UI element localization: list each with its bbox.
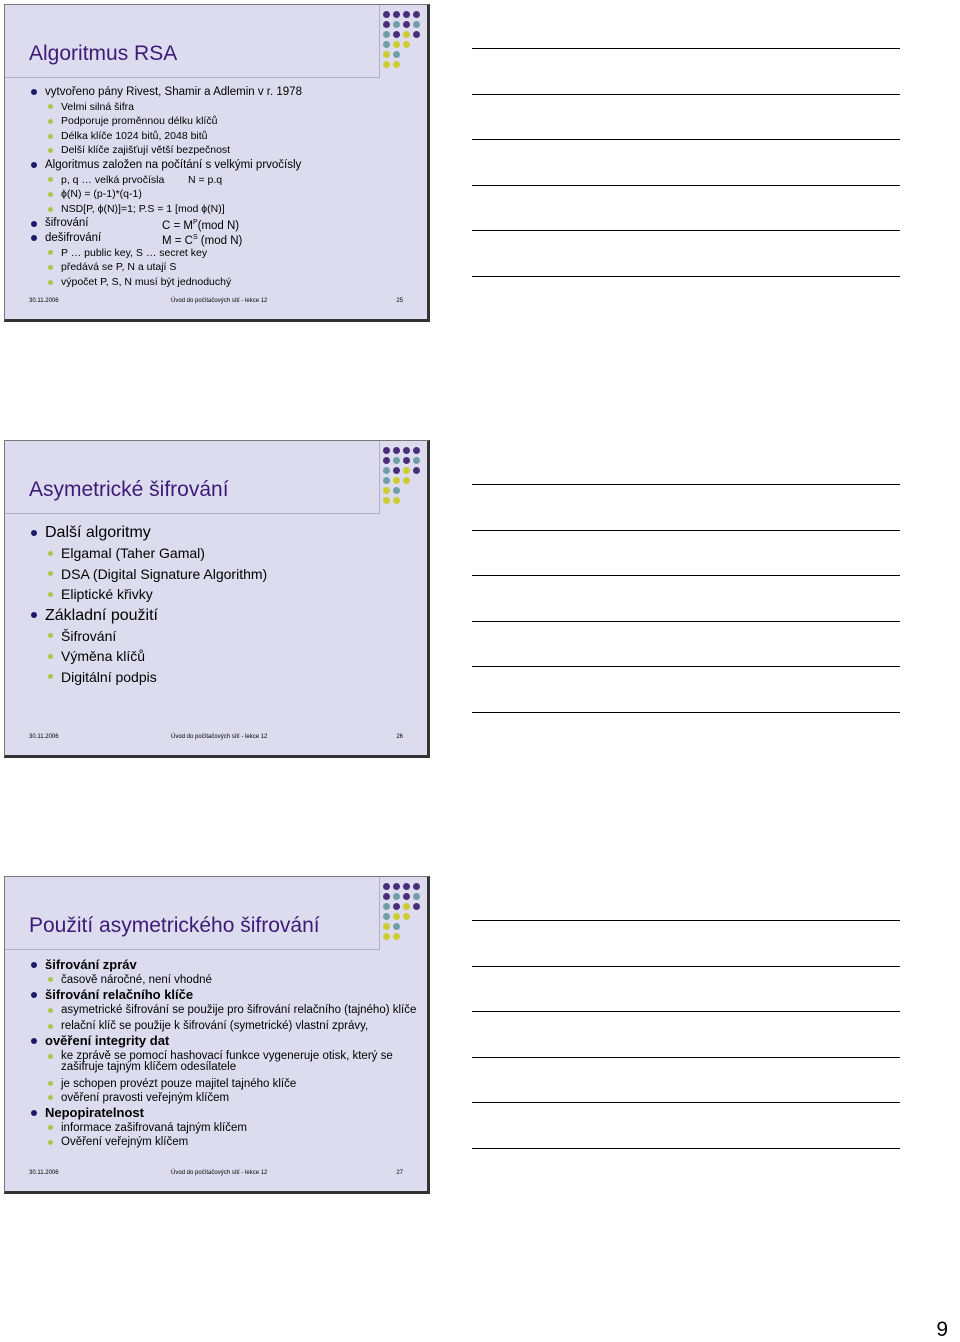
decorative-dot [383, 61, 390, 68]
sub-bullet-item [29, 1005, 421, 1017]
slide-title: Asymetrické šifrování [29, 478, 229, 501]
footer-slide-number: 26 [396, 734, 403, 740]
bullet-text: NSD[P, ϕ(N)]=1; P.S = 1 [mod ϕ(N)] [61, 202, 225, 215]
slide-title: Algoritmus RSA [29, 42, 178, 65]
bullet-text: ověření integrity dat [45, 1033, 170, 1049]
decorative-dots [383, 883, 427, 945]
bullet-item [29, 158, 421, 173]
bullet-text: vytvořeno pány Rivest, Shamir a Adlemin v r. 1978 [45, 86, 302, 98]
sub-bullet-item [29, 1077, 421, 1091]
footer-slide-number: 25 [396, 298, 403, 304]
bullet-text: Nepopiratelnost [45, 1105, 144, 1121]
decorative-dot [413, 31, 420, 38]
bullet-text: Podporuje proměnnou délku klíčů [61, 115, 218, 128]
bullet-text: informace zašifrovaná tajným klíčem [61, 1121, 247, 1134]
decorative-dot [393, 41, 400, 48]
sub-bullet-item [29, 584, 421, 605]
decorative-dot [393, 893, 400, 900]
slide-26 [4, 440, 430, 758]
decorative-dot [413, 447, 420, 454]
aside-text: C = M [162, 220, 193, 233]
decorative-dot [403, 903, 410, 910]
sub-bullet-item [29, 667, 421, 688]
bullet-text: P … public key, S … secret key [61, 246, 208, 259]
decorative-dot [383, 447, 390, 454]
note-line [472, 920, 900, 921]
note-line [472, 185, 900, 186]
bullet-text: Algoritmus založen na počítání s velkými prvočísly [45, 158, 302, 171]
note-line [472, 712, 900, 713]
decorative-dot [383, 11, 390, 18]
note-line [472, 1011, 900, 1012]
note-line [472, 1102, 900, 1103]
decorative-dot [393, 467, 400, 474]
decorative-dot [403, 893, 410, 900]
bullet-text: asymetrické šifrování se použije pro šifrování relačního (tajného) klíče [61, 1003, 417, 1016]
bullet-text: Digitální podpis [61, 668, 157, 685]
sub-bullet-item [29, 114, 421, 129]
decorative-dot [413, 883, 420, 890]
bullet-text: Šifrování [61, 627, 117, 644]
decorative-dot [393, 883, 400, 890]
sub-bullet-item [29, 129, 421, 144]
decorative-dot [383, 477, 390, 484]
decorative-dot [403, 913, 410, 920]
aside-superscript: S [193, 233, 198, 241]
note-line [472, 276, 900, 277]
bullet-text: Základní použití [45, 606, 158, 624]
bullet-item [29, 1033, 421, 1049]
footer-slide-number: 27 [396, 1170, 403, 1176]
decorative-dot [383, 457, 390, 464]
note-line [472, 575, 900, 576]
bullet-text: p, q … velká prvočísla [61, 173, 165, 186]
note-line [472, 48, 900, 49]
footer-title: Úvod do počítačových sítí - lekce 12 [171, 298, 268, 304]
decorative-dot [383, 487, 390, 494]
decorative-dot [383, 41, 390, 48]
bullet-aside [188, 173, 222, 188]
decorative-dot [393, 51, 400, 58]
sub-bullet-item [29, 143, 421, 158]
footer-date: 30.11.2006 [29, 1170, 59, 1176]
bullet-item [29, 522, 421, 543]
bullet-text: Další algoritmy [45, 524, 151, 541]
decorative-dot [393, 11, 400, 18]
sub-bullet-item [29, 973, 421, 987]
bullet-text: Elgamal (Taher Gamal) [61, 545, 205, 561]
decorative-dot [403, 41, 410, 48]
decorative-dot [393, 913, 400, 920]
sub-bullet-item [29, 626, 421, 647]
decorative-dot [393, 21, 400, 28]
bullet-text: Délka klíče 1024 bitů, 2048 bitů [61, 129, 208, 142]
sub-bullet-item [29, 1121, 421, 1135]
decorative-dots [383, 447, 427, 509]
decorative-dot [383, 903, 390, 910]
decorative-dot [383, 51, 390, 58]
slide-footer [29, 734, 403, 742]
decorative-dot [383, 883, 390, 890]
bullet-text: předává se P, N a utají S [61, 261, 177, 274]
note-line [472, 230, 900, 231]
bullet-item [29, 85, 421, 100]
bullet-text: šifrování [45, 217, 89, 230]
slide-content [29, 85, 421, 289]
sub-bullet-item [29, 1135, 421, 1149]
sub-bullet-item [29, 275, 421, 290]
decorative-dot [413, 21, 420, 28]
decorative-dot [393, 497, 400, 504]
note-line [472, 966, 900, 967]
bullet-text: ke zprávě se pomocí hashovací funkce vygeneruje otisk, který se zašifruje tajným klíčem odesílatele [61, 1049, 393, 1074]
bullet-text: Výměna klíčů [61, 648, 146, 664]
sub-bullet-item [29, 1051, 421, 1074]
note-line [472, 139, 900, 140]
sub-bullet-item [29, 246, 421, 261]
footer-title: Úvod do počítačových sítí - lekce 12 [171, 1170, 268, 1176]
bullet-item [29, 605, 421, 626]
bullet-item [29, 1105, 421, 1121]
slide-27 [4, 876, 430, 1194]
decorative-dot [383, 933, 390, 940]
sub-bullet-item [29, 260, 421, 275]
decorative-dot [383, 913, 390, 920]
sub-bullet-item [29, 187, 421, 202]
bullet-text: Velmi silná šifra [61, 100, 134, 113]
decorative-dot [393, 447, 400, 454]
decorative-dot [403, 447, 410, 454]
slide-title: Použití asymetrického šifrování [29, 914, 320, 937]
sub-bullet-item [29, 173, 421, 188]
footer-date: 30.11.2006 [29, 734, 59, 740]
decorative-dot [413, 11, 420, 18]
bullet-text: je schopen provézt pouze majitel tajného klíče [61, 1077, 297, 1090]
bullet-text: DSA (Digital Signature Algorithm) [61, 565, 268, 582]
page-number: 9 [936, 1318, 948, 1341]
decorative-dot [413, 467, 420, 474]
sub-bullet-item [29, 564, 421, 585]
decorative-dot [393, 31, 400, 38]
slide-25 [4, 4, 430, 322]
aside-tail: (mod N) [197, 234, 243, 247]
decorative-dot [383, 21, 390, 28]
decorative-dot [393, 933, 400, 940]
decorative-dot [393, 903, 400, 910]
aside-tail: (mod N) [197, 220, 240, 233]
bullet-text: Eliptické křivky [61, 586, 153, 602]
sub-bullet-item [29, 202, 421, 217]
bullet-item [29, 216, 421, 231]
bullet-text: výpočet P, S, N musí být jednoduchý [61, 275, 232, 288]
slide-content [29, 957, 421, 1149]
decorative-dot [403, 883, 410, 890]
slide-content [29, 522, 421, 687]
decorative-dot [383, 497, 390, 504]
bullet-text: ϕ(N) = (p-1)*(q-1) [61, 188, 142, 201]
bullet-text: ověření pravosti veřejným klíčem [61, 1091, 230, 1104]
decorative-dot [403, 457, 410, 464]
aside-text: M = C [162, 234, 193, 247]
decorative-dot [383, 893, 390, 900]
decorative-dot [413, 893, 420, 900]
slide-footer [29, 298, 403, 306]
sub-bullet-item [29, 1019, 421, 1033]
note-line [472, 94, 900, 95]
decorative-dot [413, 903, 420, 910]
sub-bullet-item [29, 543, 421, 564]
bullet-text: šifrování zpráv [45, 957, 137, 972]
bullet-text: šifrování relačního klíče [45, 987, 194, 1002]
decorative-dot [403, 467, 410, 474]
decorative-dot [403, 21, 410, 28]
bullet-text: dešifrování [45, 231, 102, 244]
sub-bullet-item [29, 1091, 421, 1105]
decorative-dot [393, 923, 400, 930]
footer-title: Úvod do počítačových sítí - lekce 12 [171, 734, 268, 740]
note-line [472, 621, 900, 622]
decorative-dots [383, 11, 427, 73]
bullet-text: relační klíč se použije k šifrování (symetrické) vlastní zprávy, [61, 1019, 369, 1032]
decorative-dot [413, 457, 420, 464]
decorative-dot [403, 31, 410, 38]
aside-superscript: P [193, 219, 198, 227]
decorative-dot [393, 61, 400, 68]
decorative-dot [403, 11, 410, 18]
bullet-item [29, 231, 421, 246]
decorative-dot [403, 477, 410, 484]
decorative-dot [393, 487, 400, 494]
bullet-text: časově náročné, není vhodné [61, 973, 212, 986]
note-line [472, 484, 900, 485]
bullet-item [29, 987, 421, 1003]
slide-footer [29, 1170, 403, 1178]
decorative-dot [383, 467, 390, 474]
bullet-item [29, 957, 421, 973]
decorative-dot [393, 477, 400, 484]
decorative-dot [383, 31, 390, 38]
note-line [472, 1148, 900, 1149]
note-line [472, 530, 900, 531]
sub-bullet-item [29, 646, 421, 667]
note-line [472, 666, 900, 667]
bullet-text: Delší klíče zajišťují větší bezpečnost [61, 144, 231, 157]
aside-text: N = p.q [188, 173, 223, 186]
decorative-dot [383, 923, 390, 930]
footer-date: 30.11.2006 [29, 298, 59, 304]
note-line [472, 1057, 900, 1058]
sub-bullet-item [29, 100, 421, 115]
bullet-text: Ověření veřejným klíčem [61, 1136, 189, 1149]
decorative-dot [393, 457, 400, 464]
